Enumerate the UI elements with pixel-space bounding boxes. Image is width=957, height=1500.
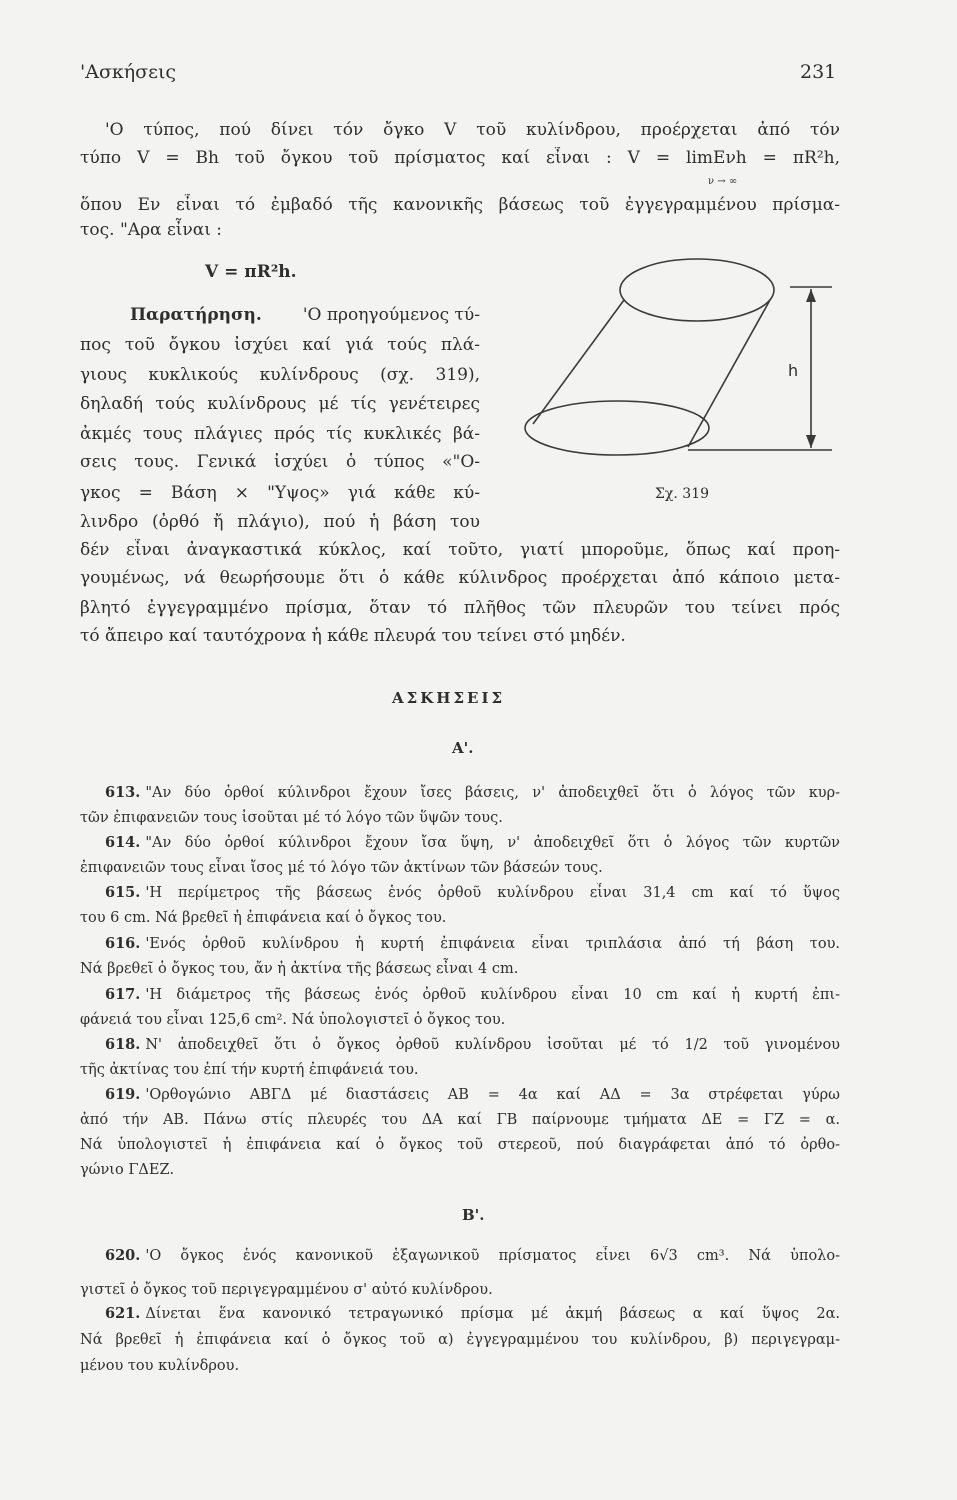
remark-line: γουμένως, νά θεωρήσουμε ὅτι ὁ κάθε κύλινδρος προέρχεται ἀπό κάποιο μετα- [80,568,840,588]
limit-subscript: ν → ∞ [708,176,738,187]
exercise-text: Ν' ἀποδειχθεῖ ὅτι ὁ ὄγκος ὀρθοῦ κυλίνδρου ἰσοῦται μέ τό 1/2 τοῦ γινομένου [145,1037,840,1053]
exercise-text: 'Η διάμετρος τῆς βάσεως ἑνός ὀρθοῦ κυλίνδρου εἶναι 10 cm καί ἡ κυρτή ἐπι- [145,987,840,1003]
figure-caption: Σχ. 319 [655,486,710,502]
arrow-head-down-icon [806,435,816,448]
remark-title: Παρατήρηση. [130,305,262,325]
bottom-base-ellipse [525,401,709,455]
exercise-number: 617. [105,986,141,1003]
running-header: 'Ασκήσεις [80,61,177,83]
exercise-line: ἐπιφανειῶν τους εἶναι ἴσος μέ τό λόγο τῶν ἀκτίνων τῶν βάσεών τους. [80,860,603,876]
remark-line: πος τοῦ ὄγκου ἰσχύει καί γιά τούς πλά- [80,335,480,355]
exercise-text: 'Ορθογώνιο ΑΒΓΔ μέ διαστάσεις ΑΒ = 4α καί ΑΔ = 3α στρέφεται γύρω [145,1087,840,1103]
volume-formula: V = πR²h. [205,262,297,282]
exercise-number: 616. [105,935,141,952]
exercise-text: Δίνεται ἕνα κανονικό τετραγωνικό πρίσμα μέ ἀκμή βάσεως α καί ὕψος 2α. [145,1306,840,1322]
exercise-text: "Αν δύο ὀρθοί κύλινδροι ἔχουν ἴσες βάσεις, ν' ἀποδειχθεῖ ὅτι ὁ λόγος τῶν κυρ- [145,785,840,801]
exercise-line: γώνιο ΓΔΕΖ. [80,1162,175,1178]
exercise-line: του 6 cm. Νά βρεθεῖ ἡ ἐπιφάνεια καί ὁ ὄγκος του. [80,910,447,926]
exercise-line: μένου του κυλίνδρου. [80,1358,240,1374]
oblique-cylinder-figure [0,0,957,520]
exercise-item [105,1035,840,1057]
part-b-heading: Β'. [462,1206,485,1224]
exercise-line: Νά βρεθεῖ ἡ ἐπιφάνεια καί ὁ ὄγκος τοῦ α) ἐγγεγραμμένου του κυλίνδρου, β) περιγεγραμ- [80,1332,840,1348]
remark-line: γκος = Βάση × "Υψος» γιά κάθε κύ- [80,483,480,503]
remark-text: 'Ο προηγούμενος τύ- [302,305,480,325]
remark-line: δηλαδή τούς κυλίνδρους μέ τίς γενέτειρες [80,394,480,414]
exercise-item [105,1246,840,1268]
intro-line: τος. "Αρα εἶναι : [80,220,223,240]
exercise-line: φάνειά του εἶναι 125,6 cm². Νά ὑπολογιστεῖ ὁ ὄγκος του. [80,1012,506,1028]
exercise-text: "Αν δύο ὀρθοί κύλινδροι ἔχουν ἴσα ὕψη, ν' ἀποδειχθεῖ ὅτι ὁ λόγος τῶν κυρτῶν [145,835,840,851]
exercises-title: ΑΣΚΗΣΕΙΣ [392,689,506,707]
exercise-line: Νά βρεθεῖ ὁ ὄγκος του, ἄν ἡ ἀκτίνα τῆς βάσεως εἶναι 4 cm. [80,961,519,977]
exercise-number: 620. [105,1247,141,1264]
exercise-number: 613. [105,784,141,801]
exercise-number: 618. [105,1036,141,1053]
remark-line: δέν εἶναι ἀναγκαστικά κύκλος, καί τοῦτο, γιατί μποροῦμε, ὅπως καί προη- [80,540,840,560]
intro-line: ὅπου Eν εἶναι τό ἐμβαδό τῆς κανονικῆς βάσεως τοῦ ἐγγεγραμμένου πρίσμα- [80,195,840,215]
exercise-item [105,833,840,855]
remark-line: ἀκμές τους πλάγιες πρός τίς κυκλικές βά- [80,424,480,444]
remark-line: γιους κυκλικούς κυλίνδρους (σχ. 319), [80,365,480,385]
exercise-item [105,934,840,956]
exercise-line: γιστεῖ ὁ ὄγκος τοῦ περιγεγραμμένου σ' αὐτό κυλίνδρου. [80,1282,493,1298]
arrow-head-up-icon [806,289,816,302]
exercise-item [105,1304,840,1326]
exercise-item [105,783,840,805]
exercise-text: 'Ενός ὀρθοῦ κυλίνδρου ἡ κυρτή ἐπιφάνεια εἶναι τριπλάσια ἀπό τή βάση του. [145,936,840,952]
exercise-text: 'Η περίμετρος τῆς βάσεως ἑνός ὀρθοῦ κυλίνδρου εἶναι 31,4 cm καί τό ὕψος [145,885,840,901]
exercise-item [105,883,840,905]
exercise-line: τῶν ἐπιφανειῶν τους ἰσοῦται μέ τό λόγο τῶν ὕψῶν τους. [80,810,503,826]
top-base-ellipse [620,259,774,321]
remark-line: τό ἄπειρο καί ταυτόχρονα ἡ κάθε πλευρά του τείνει στό μηδέν. [80,626,626,646]
intro-line: 'Ο τύπος, πού δίνει τόν ὄγκο V τοῦ κυλίνδρου, προέρχεται ἀπό τόν [105,120,840,140]
remark-line: βλητό ἐγγεγραμμένο πρίσμα, ὅταν τό πλῆθος τῶν πλευρῶν του τείνει πρός [80,598,840,618]
exercise-line: Νά ὑπολογιστεῖ ἡ ἐπιφάνεια καί ὁ ὄγκος τοῦ στερεοῦ, πού διαγράφεται ἀπό τό ὀρθο- [80,1137,840,1153]
exercise-item [105,985,840,1007]
exercise-item [105,1085,840,1107]
exercise-number: 621. [105,1305,141,1322]
exercise-number: 619. [105,1086,141,1103]
exercise-number: 614. [105,834,141,851]
remark-line: λινδρο (ὀρθό ἤ πλάγιο), πού ἡ βάση του [80,512,480,532]
part-a-heading: Α'. [452,739,474,757]
remark-line: σεις τους. Γενικά ἰσχύει ὁ τύπος «"Ο- [80,452,480,472]
generator-line-right [688,300,770,447]
page-number: 231 [800,61,837,83]
intro-line: τύπο V = Bh τοῦ ὄγκου τοῦ πρίσματος καί εἶναι : V = limEνh = πR²h, [80,148,840,168]
height-label: h [788,361,799,380]
exercise-line: τῆς ἀκτίνας του ἐπί τήν κυρτή ἐπιφάνειά του. [80,1062,419,1078]
exercise-line: ἀπό τήν ΑΒ. Πάνω στίς πλευρές του ΔΑ καί ΓΒ παίρνουμε τμήματα ΔΕ = ΓΖ = α. [80,1112,840,1128]
exercise-number: 615. [105,884,141,901]
generator-line-left [533,300,624,424]
exercise-text: 'Ο ὄγκος ἑνός κανονικοῦ ἑξαγωνικοῦ πρίσματος εἶνει 6√3 cm³. Νά ὑπολο- [145,1248,840,1264]
